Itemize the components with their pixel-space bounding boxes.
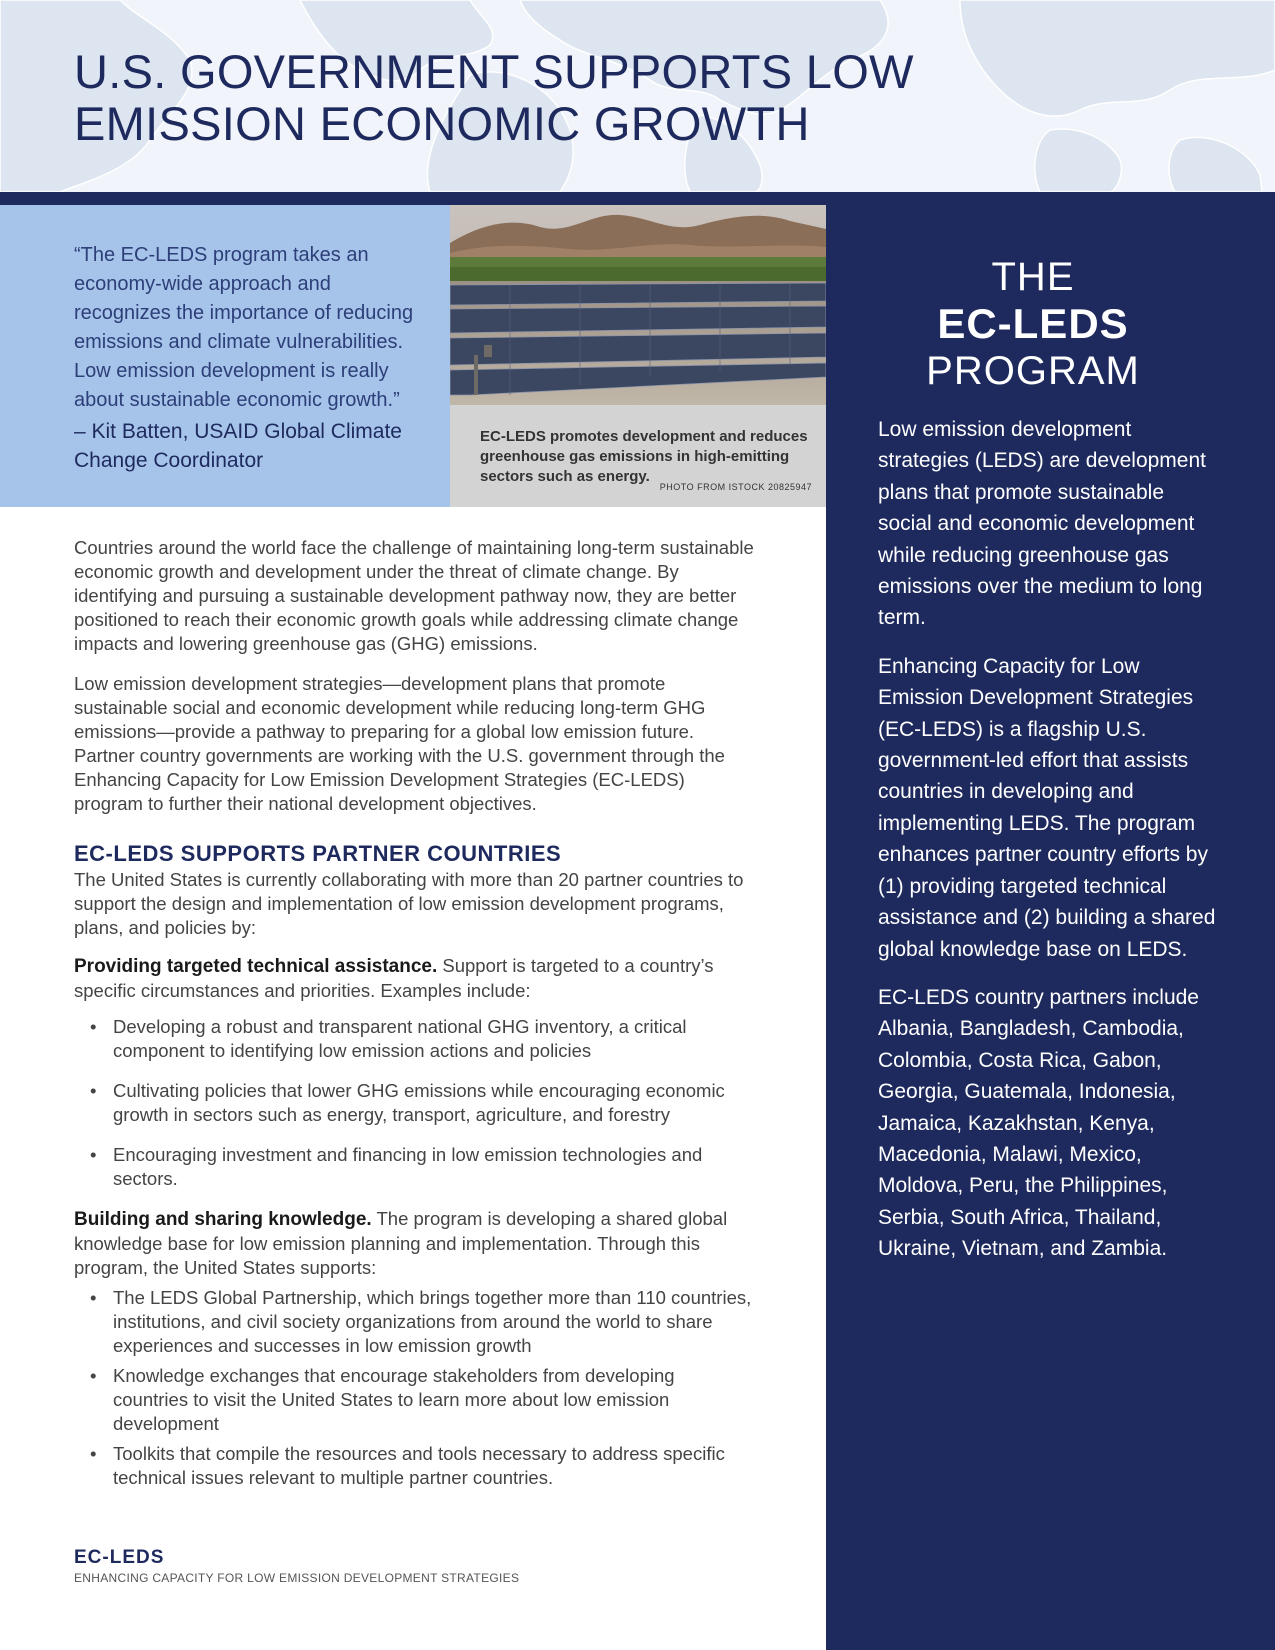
solar-panels-photo <box>450 205 826 405</box>
main-column <box>74 536 754 1498</box>
sidebar-paragraph-3: EC-LEDS country partners include Albania, Bangladesh, Cambodia, Colombia, Costa Rica, Gabon, Georgia, Guatemala, Indonesia, Jamaica, Kazakhstan, Kenya, Macedonia, Malawi, Mexico, Moldova, Peru, the Philippines, Serbia, South Africa, Thailand, Ukraine, Vietnam, and Zambia. <box>878 985 1199 1261</box>
sidebar-title-the: THE <box>991 255 1075 299</box>
technical-assistance-paragraph <box>74 954 754 1003</box>
section-heading: EC-LEDS SUPPORTS PARTNER COUNTRIES <box>74 841 562 866</box>
quote-box <box>0 205 450 507</box>
photo-caption-box <box>450 405 826 507</box>
list-item: • Cultivating policies that lower GHG emissions while encouraging economic growth in sectors such as energy, transport, agriculture, and forestry <box>74 1079 754 1127</box>
knowledge-sharing-lead: Building and sharing knowledge. <box>74 1209 372 1230</box>
list-item: • Toolkits that compile the resources and tools necessary to address specific technical issues relevant to multiple partner countries. <box>74 1442 754 1490</box>
page-title-line-1: U.S. GOVERNMENT SUPPORTS LOW <box>74 45 914 98</box>
photo-credit: PHOTO FROM ISTOCK 20825947 <box>659 482 812 492</box>
knowledge-sharing-list <box>74 1286 754 1490</box>
page-header <box>0 0 1275 192</box>
quote-attribution: – Kit Batten, USAID Global Climate Change Coordinator <box>74 420 402 472</box>
sidebar-title <box>826 254 1240 394</box>
list-item: • Knowledge exchanges that encourage stakeholders from developing countries to visit the United States to learn more about low emission development <box>74 1364 754 1436</box>
knowledge-sharing-paragraph <box>74 1207 754 1280</box>
technical-assistance-lead: Providing targeted technical assistance. <box>74 956 438 977</box>
footer <box>74 1547 519 1587</box>
page-title <box>74 46 914 150</box>
photo-caption: EC-LEDS promotes development and reduces greenhouse gas emissions in high-emitting sectors such as energy. <box>480 428 808 485</box>
quote-text: “The EC-LEDS program takes an economy-wide approach and recognizes the importance of reducing emissions and climate vulnerabilities. Low emission development is really about sustainable economic growth.” <box>74 244 414 411</box>
sidebar-title-program: PROGRAM <box>926 349 1140 393</box>
footer-program-name: EC-LEDS <box>74 1547 165 1568</box>
list-item: • Developing a robust and transparent national GHG inventory, a critical component to identifying low emission actions and policies <box>74 1015 754 1063</box>
knowledge-sharing-text: The program is developing a shared global knowledge base for low emission planning and implementation. Through this program, the United States supports: <box>74 1208 728 1278</box>
program-sidebar <box>826 192 1275 1650</box>
technical-assistance-list <box>74 1015 754 1191</box>
sidebar-paragraph-2: Enhancing Capacity for Low Emission Development Strategies (EC-LEDS) is a flagship U.S. government-led effort that assists countries in developing and implementing LEDS. The program enhances partner country efforts by (1) providing targeted technical assistance and (2) building a shared global knowledge base on LEDS. <box>878 654 1216 961</box>
list-item: • The LEDS Global Partnership, which brings together more than 110 countries, institutions, and civil society organizations from around the world to share experiences and successes in low emission growth <box>74 1286 754 1358</box>
technical-assistance-text: Support is targeted to a country’s specific circumstances and priorities. Examples include: <box>74 955 714 1001</box>
sidebar-body <box>878 414 1218 1282</box>
page-title-line-2: EMISSION ECONOMIC GROWTH <box>74 97 810 150</box>
sidebar-paragraph-1: Low emission development strategies (LEDS) are development plans that promote sustainable social and economic development while reducing greenhouse gas emissions over the medium to long term. <box>878 418 1206 630</box>
intro-paragraph-2: Low emission development strategies—development plans that promote sustainable social and economic development while reducing long-term GHG emissions—provide a pathway to preparing for a global low emission future. Partner country governments are working with the U.S. government through the Enhancing Capacity for Low Emission Development Strategies (EC-LEDS) program to further their national development objectives. <box>74 673 725 814</box>
list-item: • Encouraging investment and financing in low emission technologies and sectors. <box>74 1143 754 1191</box>
footer-program-subtitle: ENHANCING CAPACITY FOR LOW EMISSION DEVELOPMENT STRATEGIES <box>74 1571 520 1585</box>
sidebar-title-name: EC-LEDS <box>937 300 1129 347</box>
section-intro: The United States is currently collaborating with more than 20 partner countries to support the design and implementation of low emission development programs, plans, and policies by: <box>74 869 744 938</box>
intro-paragraph-1: Countries around the world face the challenge of maintaining long-term sustainable economic growth and development under the threat of climate change. By identifying and pursuing a sustainable development pathway now, they are better positioned to reach their economic growth goals while addressing climate change impacts and lowering greenhouse gas (GHG) emissions. <box>74 537 754 654</box>
